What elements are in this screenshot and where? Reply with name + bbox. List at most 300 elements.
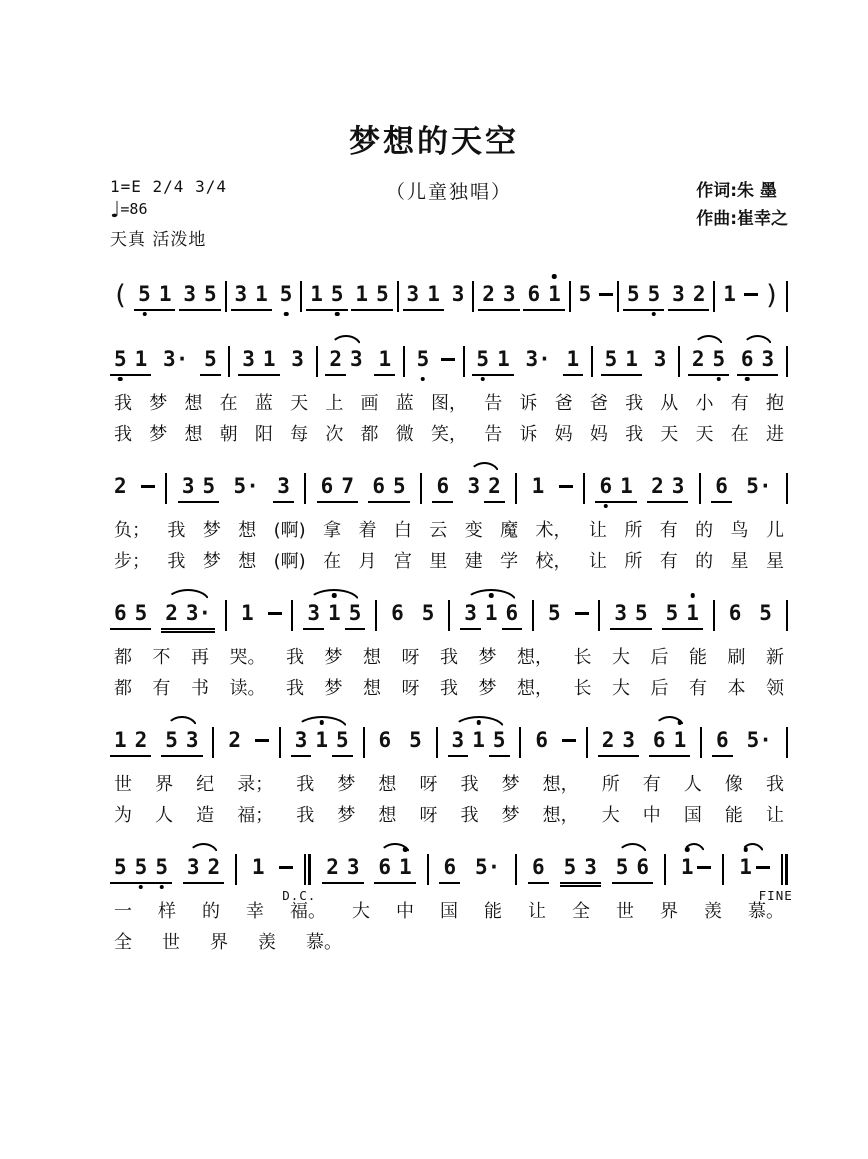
header-center-block bbox=[386, 177, 512, 204]
lyric-syllable: 抱 bbox=[765, 393, 784, 414]
note-2: 2 bbox=[691, 347, 705, 371]
note-1: 1 bbox=[544, 282, 565, 306]
note-group bbox=[460, 601, 481, 630]
lyric-syllable: 进 bbox=[765, 424, 784, 445]
note-3: 3 bbox=[672, 282, 685, 306]
barline bbox=[583, 473, 585, 504]
lyric-syllable: 慕。 bbox=[306, 932, 342, 953]
low-octave-dot bbox=[604, 504, 609, 509]
note-5: 5 bbox=[151, 855, 172, 879]
note-6: 6 bbox=[595, 474, 616, 498]
note-3: 3 bbox=[242, 347, 255, 371]
note-3: 3· bbox=[525, 347, 551, 371]
fine-marking: FINE bbox=[758, 888, 793, 903]
lyric-syllable: 哭。 bbox=[229, 647, 266, 668]
note-3: 3 bbox=[584, 855, 597, 879]
lyric-syllable: 我 bbox=[167, 551, 186, 572]
lyric-syllable: 让 bbox=[528, 901, 546, 922]
high-octave-dot bbox=[332, 593, 337, 598]
barline bbox=[515, 854, 517, 885]
lyrics-line bbox=[110, 900, 788, 924]
note-6: 6 bbox=[378, 855, 392, 879]
lyric-syllable: 刷 bbox=[727, 647, 746, 668]
duration-dash bbox=[141, 485, 155, 488]
note-3: 3 bbox=[186, 855, 200, 879]
note-6: 6 bbox=[320, 474, 334, 498]
lyric-syllable: 想 bbox=[238, 551, 257, 572]
score bbox=[110, 268, 793, 955]
lyric-syllable: 人 bbox=[683, 774, 702, 795]
note-3: 3 bbox=[406, 282, 420, 306]
barline bbox=[569, 281, 571, 312]
lyric-syllable: 想， bbox=[542, 774, 579, 795]
note-6: 6 bbox=[532, 855, 545, 879]
note-1: 1 bbox=[481, 601, 502, 625]
high-octave-dot bbox=[319, 720, 324, 725]
lyric-syllable: 人 bbox=[155, 805, 174, 826]
lyric-syllable: 妈 bbox=[554, 424, 573, 445]
lyric-syllable: 我 bbox=[440, 678, 458, 699]
slur-group bbox=[460, 601, 522, 630]
double-barline bbox=[758, 854, 793, 903]
note-group bbox=[649, 728, 690, 757]
note-6: 6 bbox=[728, 601, 742, 625]
notation-line bbox=[110, 460, 788, 512]
note-group bbox=[662, 601, 703, 630]
note-5: 5 bbox=[708, 347, 729, 371]
note-1: 1 bbox=[468, 728, 489, 752]
note-group bbox=[677, 855, 698, 884]
lyric-syllable: 我 bbox=[114, 424, 132, 445]
note-5: 5 bbox=[615, 855, 629, 879]
lyric-syllable: 想 bbox=[363, 647, 381, 668]
note-6: 6 bbox=[378, 728, 392, 752]
open-paren: ( bbox=[112, 280, 129, 311]
note-group bbox=[110, 728, 151, 757]
note-5: 5 bbox=[421, 601, 435, 625]
lyric-syllable: 我 bbox=[440, 647, 458, 668]
barline bbox=[515, 473, 517, 504]
note-group bbox=[647, 474, 688, 503]
note-group bbox=[528, 474, 549, 503]
note-group bbox=[387, 601, 408, 630]
note-2: 2 bbox=[134, 728, 148, 752]
note-group bbox=[183, 855, 224, 884]
note-group bbox=[472, 347, 513, 376]
note-2: 2 bbox=[165, 601, 178, 625]
song-title: 梦想的天空 bbox=[349, 124, 519, 160]
note-6: 6 bbox=[436, 474, 450, 498]
lyric-syllable: 让 bbox=[765, 805, 784, 826]
note-1: 1 bbox=[134, 347, 148, 371]
lyric-syllable: 中 bbox=[642, 805, 661, 826]
lyric-syllable: 样 bbox=[158, 901, 176, 922]
note-group bbox=[481, 601, 502, 630]
lyric-syllable: 微 bbox=[395, 424, 414, 445]
lyrics-line bbox=[110, 646, 788, 670]
note-3: 3 bbox=[464, 601, 477, 625]
augmentation-dot: · bbox=[538, 347, 551, 371]
barline bbox=[300, 281, 302, 312]
lyric-syllable: 长 bbox=[573, 647, 592, 668]
note-2: 2 bbox=[488, 474, 501, 498]
lyric-syllable: 我 bbox=[625, 424, 644, 445]
lyric-syllable: 星 bbox=[765, 551, 784, 572]
low-octave-dot bbox=[717, 377, 722, 382]
lyric-syllable: 的 bbox=[202, 901, 220, 922]
system-line-1 bbox=[110, 333, 788, 447]
note-3: 3 bbox=[671, 474, 685, 498]
note-3: 3 bbox=[451, 282, 465, 306]
slur-group bbox=[448, 728, 510, 757]
header-meta-row bbox=[110, 177, 788, 250]
lyric-syllable: 画 bbox=[360, 393, 379, 414]
lyric-syllable: 想 bbox=[363, 678, 381, 699]
note-group bbox=[742, 474, 775, 503]
lyrics-line bbox=[110, 423, 788, 447]
system-intro bbox=[110, 268, 788, 320]
note-1: 1 bbox=[395, 855, 416, 879]
lyric-syllable: (啊) bbox=[273, 551, 306, 572]
barline bbox=[598, 600, 600, 631]
note-group bbox=[712, 728, 733, 757]
duration-dash bbox=[255, 739, 269, 742]
note-5: 5 bbox=[644, 282, 665, 306]
note-group bbox=[405, 728, 426, 757]
lyric-syllable: 梦 bbox=[337, 805, 356, 826]
lyric-syllable: 我 bbox=[286, 647, 304, 668]
high-octave-dot bbox=[489, 593, 494, 598]
note-1: 1 bbox=[620, 474, 633, 498]
lyric-syllable: 福； bbox=[237, 805, 274, 826]
note-5: 5 bbox=[134, 282, 155, 306]
lyric-syllable: 想， bbox=[542, 805, 579, 826]
lyric-syllable: 的 bbox=[695, 520, 714, 541]
lyric-syllable: (啊) bbox=[273, 520, 306, 541]
barline bbox=[225, 281, 227, 312]
lyric-syllable: 诉 bbox=[519, 393, 538, 414]
high-octave-dot bbox=[552, 274, 557, 279]
lyric-syllable: 想 bbox=[238, 520, 257, 541]
note-group bbox=[598, 728, 639, 757]
note-group bbox=[484, 474, 505, 503]
lyric-syllable: 所 bbox=[601, 774, 620, 795]
barline bbox=[722, 854, 724, 885]
lyrics-line bbox=[110, 550, 788, 574]
note-group bbox=[110, 855, 172, 884]
lyric-syllable: 梦 bbox=[478, 647, 497, 668]
lyric-syllable: 有 bbox=[689, 678, 707, 699]
low-octave-dot bbox=[139, 885, 144, 890]
note-6: 6 bbox=[391, 601, 404, 625]
slur-group bbox=[291, 728, 353, 757]
lyric-syllable: 呀 bbox=[419, 774, 438, 795]
lyric-syllable: 告 bbox=[484, 424, 503, 445]
note-3: 3· bbox=[163, 347, 189, 371]
note-group bbox=[345, 601, 366, 630]
note-5: 5· bbox=[233, 474, 259, 498]
note-3: 3· bbox=[185, 601, 212, 625]
barline bbox=[436, 727, 438, 758]
note-3: 3 bbox=[502, 282, 516, 306]
note-group bbox=[544, 601, 565, 630]
system-line-4 bbox=[110, 714, 788, 828]
lyrics-line bbox=[110, 931, 788, 955]
lyric-syllable: 步； bbox=[114, 551, 150, 572]
note-5: 5 bbox=[759, 601, 772, 625]
note-2: 2 bbox=[601, 728, 615, 752]
note-5: 5 bbox=[626, 282, 640, 306]
lyric-syllable: 都 bbox=[360, 424, 379, 445]
lyric-syllable: 大 bbox=[352, 901, 370, 922]
lyric-syllable: 羡 bbox=[258, 932, 276, 953]
note-group bbox=[291, 728, 312, 757]
note-3: 3 bbox=[346, 855, 360, 879]
lyric-syllable: 后 bbox=[650, 647, 669, 668]
lyric-syllable: 诉 bbox=[519, 424, 538, 445]
note-5: 5 bbox=[131, 855, 152, 879]
note-6: 6 bbox=[114, 601, 127, 625]
note-group bbox=[563, 347, 584, 376]
lyric-syllable: 世 bbox=[616, 901, 634, 922]
note-group bbox=[418, 601, 439, 630]
note-3: 3 bbox=[234, 282, 248, 306]
notation-line bbox=[110, 333, 788, 385]
note-group bbox=[273, 474, 294, 503]
note-6: 6 bbox=[372, 474, 386, 498]
lyric-syllable: 领 bbox=[766, 678, 784, 699]
lyric-syllable: 天 bbox=[290, 393, 309, 414]
note-group bbox=[448, 282, 469, 311]
note-1: 1 bbox=[625, 347, 638, 371]
note-3: 3 bbox=[653, 347, 667, 371]
barline bbox=[375, 600, 377, 631]
barline bbox=[617, 281, 619, 312]
note-group bbox=[317, 474, 358, 503]
note-group bbox=[560, 855, 601, 884]
lyric-syllable: 小 bbox=[695, 393, 714, 414]
lyric-syllable: 从 bbox=[660, 393, 679, 414]
lyric-syllable: 次 bbox=[325, 424, 344, 445]
lyric-syllable: 梦 bbox=[324, 678, 343, 699]
duration-dash bbox=[599, 293, 613, 296]
low-octave-dot bbox=[159, 885, 164, 890]
tempo-value: =86 bbox=[120, 200, 148, 218]
header-left-block bbox=[110, 177, 386, 250]
note-5: 5· bbox=[746, 728, 772, 752]
song-subtitle: （儿童独唱） bbox=[386, 181, 513, 203]
lyric-syllable: 国 bbox=[440, 901, 458, 922]
note-group bbox=[200, 347, 221, 376]
lyric-syllable: 让 bbox=[588, 551, 607, 572]
note-2: 2 bbox=[482, 282, 495, 306]
low-octave-dot bbox=[745, 377, 750, 382]
high-octave-dot bbox=[476, 720, 481, 725]
note-group bbox=[755, 601, 776, 630]
barline bbox=[397, 281, 399, 312]
lyric-syllable: 建 bbox=[464, 551, 483, 572]
note-5: 5 bbox=[665, 601, 679, 625]
note-6: 6 bbox=[652, 728, 666, 752]
note-group bbox=[468, 728, 489, 757]
note-2: 2 bbox=[329, 347, 343, 371]
lyric-syllable: 云 bbox=[429, 520, 448, 541]
lyric-syllable: 想 bbox=[184, 393, 203, 414]
barline bbox=[304, 473, 306, 504]
lyric-syllable: 世 bbox=[162, 932, 180, 953]
lyric-syllable: 能 bbox=[484, 901, 502, 922]
credits bbox=[696, 177, 788, 233]
note-6: 6 bbox=[443, 855, 457, 879]
barline bbox=[519, 727, 521, 758]
lyric-syllable: 有 bbox=[642, 774, 661, 795]
system-line-5 bbox=[110, 841, 793, 955]
lyric-syllable: 告 bbox=[484, 393, 503, 414]
lyric-syllable: 福。 bbox=[290, 901, 326, 922]
barline bbox=[228, 346, 230, 377]
lyric-syllable: 梦 bbox=[149, 424, 168, 445]
note-group bbox=[224, 728, 245, 757]
notation-line bbox=[110, 268, 788, 320]
barline bbox=[664, 854, 666, 885]
low-octave-dot bbox=[118, 377, 123, 382]
note-2: 2 bbox=[651, 474, 664, 498]
lyric-syllable: 我 bbox=[296, 805, 315, 826]
note-group bbox=[521, 347, 554, 376]
note-3: 3 bbox=[350, 347, 363, 371]
note-5: 5 bbox=[604, 347, 618, 371]
note-5: 5 bbox=[110, 347, 131, 371]
lyrics-line bbox=[110, 392, 788, 416]
lyric-syllable: 在 bbox=[730, 424, 749, 445]
high-octave-dot bbox=[743, 847, 748, 852]
note-group bbox=[448, 728, 469, 757]
note-5: 5 bbox=[165, 728, 178, 752]
note-group bbox=[403, 282, 444, 311]
duration-dash bbox=[756, 866, 770, 869]
augmentation-dot: · bbox=[487, 855, 501, 879]
note-group bbox=[471, 855, 504, 884]
lyric-syllable: 梦 bbox=[501, 774, 520, 795]
barline bbox=[786, 281, 788, 312]
note-5: 5 bbox=[202, 474, 216, 498]
note-3: 3 bbox=[183, 282, 197, 306]
note-5: 5 bbox=[336, 728, 349, 752]
lyric-syllable: 白 bbox=[393, 520, 412, 541]
barline bbox=[427, 854, 429, 885]
note-1: 1 bbox=[310, 282, 323, 306]
note-group bbox=[375, 728, 396, 757]
note-group bbox=[237, 601, 258, 630]
close-paren: ) bbox=[763, 280, 781, 311]
barline bbox=[291, 600, 293, 631]
lyric-syllable: 梦 bbox=[149, 393, 168, 414]
barline bbox=[786, 600, 788, 631]
lyric-syllable: 梦 bbox=[324, 647, 343, 668]
low-octave-dot bbox=[421, 377, 426, 382]
note-5: 5 bbox=[276, 282, 297, 306]
lyric-syllable: 所 bbox=[624, 551, 643, 572]
lyric-syllable: 慕。 bbox=[748, 901, 784, 922]
note-group bbox=[368, 474, 409, 503]
barline bbox=[472, 281, 474, 312]
lyric-syllable: 所 bbox=[624, 520, 643, 541]
low-octave-dot bbox=[335, 312, 340, 317]
note-1: 1 bbox=[378, 347, 392, 371]
duration-dash bbox=[562, 739, 576, 742]
note-group bbox=[523, 282, 564, 311]
quarter-note-icon: ♩ bbox=[110, 198, 121, 223]
note-3: 3 bbox=[291, 347, 304, 371]
low-octave-dot bbox=[652, 312, 657, 317]
slur-group bbox=[464, 474, 505, 503]
lyric-syllable: 国 bbox=[683, 805, 702, 826]
note-group bbox=[287, 347, 308, 376]
lyrics-line bbox=[110, 519, 788, 543]
note-2: 2 bbox=[326, 855, 339, 879]
barline bbox=[235, 854, 237, 885]
lyric-syllable: 拿 bbox=[323, 520, 342, 541]
note-6: 6 bbox=[716, 728, 729, 752]
lyric-syllable: 大 bbox=[601, 805, 620, 826]
lyric-syllable: 世 bbox=[114, 774, 132, 795]
lyric-syllable: 界 bbox=[210, 932, 228, 953]
lyric-syllable: 后 bbox=[650, 678, 669, 699]
lyric-syllable: 像 bbox=[724, 774, 743, 795]
note-1: 1 bbox=[255, 282, 268, 306]
note-group bbox=[311, 728, 332, 757]
note-5: 5 bbox=[376, 282, 389, 306]
lyric-syllable: 着 bbox=[358, 520, 377, 541]
note-3: 3 bbox=[451, 728, 465, 752]
lyric-syllable: 长 bbox=[573, 678, 592, 699]
note-group bbox=[610, 601, 651, 630]
lyric-syllable: 我 bbox=[296, 774, 315, 795]
lyric-syllable: 界 bbox=[155, 774, 174, 795]
duration-dash bbox=[279, 866, 293, 869]
note-3: 3 bbox=[761, 347, 775, 371]
note-3: 3 bbox=[185, 728, 199, 752]
note-group bbox=[179, 282, 220, 311]
barline bbox=[586, 727, 588, 758]
augmentation-dot: · bbox=[759, 728, 772, 752]
note-1: 1 bbox=[324, 601, 345, 625]
duration-dash bbox=[575, 612, 589, 615]
barline bbox=[713, 281, 715, 312]
system-line-2 bbox=[110, 460, 788, 574]
lyric-syllable: 读。 bbox=[229, 678, 266, 699]
note-3: 3 bbox=[614, 601, 627, 625]
lyric-syllable: 羡 bbox=[704, 901, 722, 922]
lyric-syllable: 有 bbox=[659, 520, 678, 541]
lyric-syllable: 都 bbox=[114, 678, 132, 699]
note-group bbox=[531, 728, 552, 757]
note-group bbox=[612, 855, 653, 884]
lyric-syllable: 在 bbox=[219, 393, 238, 414]
note-5: 5 bbox=[563, 855, 577, 879]
lyric-syllable: 儿 bbox=[765, 520, 784, 541]
barline bbox=[591, 346, 593, 377]
barline bbox=[678, 346, 680, 377]
note-5: 5 bbox=[578, 282, 592, 306]
lyric-syllable: 想， bbox=[517, 647, 553, 668]
lyric-syllable: 我 bbox=[765, 774, 784, 795]
note-1: 1 bbox=[735, 855, 756, 879]
lyric-syllable: 天 bbox=[660, 424, 679, 445]
double-barline bbox=[282, 854, 317, 903]
lyric-syllable: 能 bbox=[689, 647, 707, 668]
note-group bbox=[230, 474, 263, 503]
